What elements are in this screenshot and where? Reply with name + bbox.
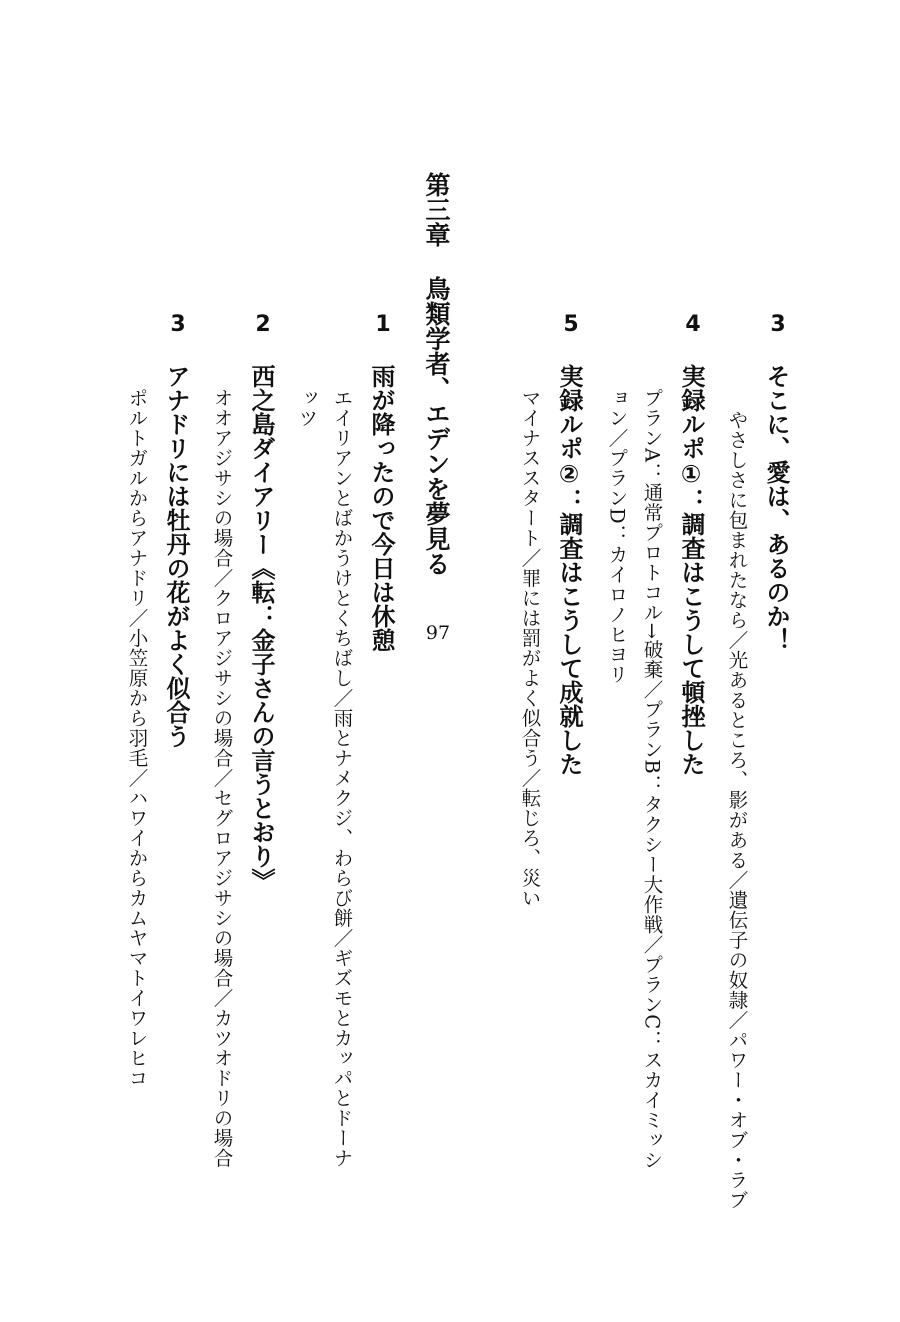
section-number: 3 xyxy=(170,312,186,337)
section-subtitle: オオアジサシの場合／クロアジサシの場合／セグロアジサシの場合／カツオドリの場合 xyxy=(210,388,234,1168)
section-title: そこに、愛は、あるのか！ xyxy=(762,364,790,652)
section-title: 雨が降ったので今日は休憩 xyxy=(367,364,395,652)
section-number: 4 xyxy=(685,312,701,337)
section-title: 実録ルポ②：調査はこうして成就した xyxy=(555,364,583,776)
section-number: 3 xyxy=(770,312,786,337)
section-title: 西之島ダイアリー《転：金子さんの言うとおり》 xyxy=(247,364,275,892)
section-number: 2 xyxy=(255,312,271,337)
section-subtitle-continued: ョン／プランD：カイロノヒヨリ xyxy=(605,388,629,685)
section-title: アナドリには牡丹の花がよく似合う xyxy=(162,364,190,748)
section-subtitle: やさしさに包まれたなら／光あるところ、影がある／遺伝子の奴隷／パワー・オブ・ラブ xyxy=(725,410,749,1210)
section-subtitle: マイナススタート／罪には罰がよく似合う／転じろ、災い xyxy=(518,388,542,908)
section-title: 実録ルポ①：調査はこうして頓挫した xyxy=(677,364,705,776)
section-number: 5 xyxy=(563,312,579,337)
page-number: 97 xyxy=(425,622,451,644)
section-subtitle: プランA：通常プロトコル→破棄／プランB：タクシー大作戦／プランC：スカイミッシ xyxy=(640,388,664,1170)
section-number: 1 xyxy=(375,312,391,337)
chapter-label: 第三章 xyxy=(422,172,451,247)
section-subtitle-continued: ッツ xyxy=(295,388,319,428)
section-subtitle: ポルトガルからアナドリ／小笠原から羽毛／ハワイからカムヤマトイワレヒコ xyxy=(125,388,149,1088)
section-subtitle: エイリアンとばかうけとくちばし／雨とナメクジ、わらび餅／ギズモとカッパとドーナ xyxy=(330,388,354,1168)
chapter-title: 鳥類学者、エデンを夢見る xyxy=(422,276,451,576)
